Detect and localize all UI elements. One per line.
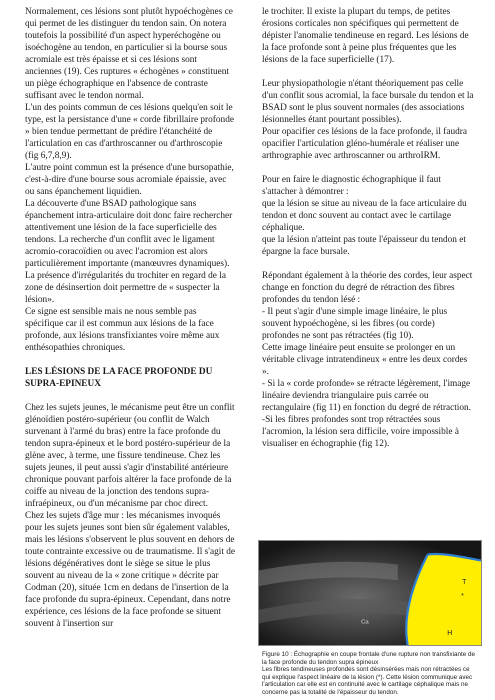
left-paragraph-1: Normalement, ces lésions sont plutôt hypoéchogènes ce qui permet de les distinguer du tendon sain. On notera toutefois la possibilité d'un aspect hyperéchogène ou isoéchogène au tendon, en particulier si la bourse sous acromiale est très épaisse et si ces lésions sont anciennes (19). Ces ruptures « échogènes » constituent un piège échographique en l'absence de contraste suffisant avec le tendon normal.: [25, 7, 233, 101]
left-paragraph-4: La découverte d'une BSAD pathologique sans épanchement intra-articulaire doit donc faire rechercher attentivement une lésion de la face superficielle des tendons. La recherche d'un conflit avec le ligament acromio-coracoïdien ou avec l'acromion est alors particulièrement importante (manœuvres dynamiques).: [25, 199, 233, 269]
left-paragraph-8: Chez les sujets d'âge mur : les mécanismes invoqués pour les sujets jeunes sont bien sûr également valables, mais les lésions s'observent le plus souvent en dehors de toute contrainte excessive ou de traumatisme. Il s'agit de lésions dégénératives dont le siège se situe le plus souvent au niveau de la « zone critique » décrite par Codman (20), située 1cm en dedans de l'insertion de la face profonde du supra-épineux. Cependant, dans notre expérience, ces lésions de la face profonde se situent souvent à l'insertion sur: [25, 511, 236, 629]
section-heading: LES LÉSIONS DE LA FACE PROFONDE DU SUPRA-EPINEUX: [25, 367, 213, 389]
spacer: [262, 162, 474, 174]
figure-caption: [262, 651, 476, 697]
left-paragraph-3: L'autre point commun est la présence d'une bursopathie, c'est-à-dire d'une bourse sous acromiale épaissie, avec ou sans épanchement liquidien.: [25, 163, 234, 197]
right-paragraph-4b: que la lésion se situe au niveau de la face articulaire du tendon et donc souvent au contact avec le cartilage céphalique.: [262, 199, 467, 233]
right-paragraph-1: le trochiter. Il existe la plupart du temps, de petites érosions corticales non spécifiques qui permettent de dépister l'anomalie tendineuse en regard. Les lésions de la face profonde sont à peine plus fréquentes que les lésions de la face superficielle (17).: [262, 7, 469, 65]
tendon-label: T: [462, 579, 467, 587]
right-column: [262, 6, 474, 450]
ultrasound-image: [259, 541, 481, 645]
right-paragraph-5d: - Si la « corde profonde» se rétracte légèrement, l'image linéaire deviendra triangulaire puis carrée ou rectangulaire (fig 11) en fonction du degré de rétraction.: [262, 379, 471, 413]
left-paragraph-2: L'un des points commun de ces lésions quelqu'en soit le type, est la persistance d'une « corde fibrillaire profonde » bien tendue permettant de prédire l'étanchéité de l'articulation en cas d'arthroscanner ou d'arthroscopie (fig 6,7,8,9).: [25, 103, 234, 161]
right-paragraph-5e: -Si les fibres profondes sont trop rétractées sous l'acromion, la lésion sera difficile, voire impossible à visualiser en échographie (fig 12).: [262, 415, 459, 449]
left-paragraph-7: Chez les sujets jeunes, le mécanisme peut être un conflit glénoïdien postéro-supérieur (ou conflit de Walch survenant à l'armé du bras) entre la face profonde du tendon supra-épineux et le bord postéro-supérieur de la glène avec, à terme, une fissure tendineuse. Chez les sujets jeunes, il peut aussi s'agir d'instabilité antérieure chronique pouvant parfois altérer la face profonde de la coiffe au niveau de la jonction des tendons supra-infraépineux, ou d'un mécanisme par choc direct.: [25, 403, 235, 509]
lesion-marker: *: [461, 592, 464, 600]
right-paragraph-4c: que la lésion n'atteint pas toute l'épaisseur du tendon et épargne la face bursale.: [262, 235, 466, 257]
humerus-label: H: [447, 630, 453, 638]
caption-text: Les fibres tendineuses profondes sont désinsérées mais non rétractées ce qui explique l'aspect linéaire de la lésion (*). Cette lésion communique avec l'articulation car elle est en continuité avec le cartilage céphalique mais ne concerne pas la totalité de l'épaisseur du tendon.: [262, 666, 473, 696]
spacer: [262, 66, 474, 78]
spacer: [25, 354, 235, 366]
right-paragraph-3: Pour opacifier ces lésions de la face profonde, il faudra opacifier l'articulation gléno-humérale et réaliser une arthrographie avec arthroscanner ou arthroIRM.: [262, 127, 467, 161]
cartilage-label: Ca: [361, 619, 369, 626]
right-paragraph-5b: - Il peut s'agir d'une simple image linéaire, le plus souvent hypoéchogène, si les fibres (ou corde) profondes ne sont pas rétractées (fig 10).: [262, 307, 448, 341]
ultrasound-figure: [258, 540, 482, 646]
right-paragraph-4a: Pour en faire le diagnostic échographique il faut s'attacher à démontrer :: [262, 175, 441, 197]
spacer: [25, 390, 235, 402]
right-paragraph-5a: Répondant également à la théorie des cordes, leur aspect change en fonction du degré de rétraction des fibres profondes du tendon lésé :: [262, 271, 473, 305]
left-paragraph-5: La présence d'irrégularités du trochiter en regard de la zone de désinsertion doit permettre de « suspecter la lésion».: [25, 271, 226, 305]
right-paragraph-5c: Cette image linéaire peut ensuite se prolonger en un véritable clivage intratendineux « entre les deux cordes ».: [262, 343, 468, 377]
caption-title: Figure 10 : Échographie en coupe frontale d'une rupture non transfixiante de la face profonde du tendon supra épineux: [262, 651, 475, 666]
left-column: [25, 6, 235, 630]
left-paragraph-6: Ce signe est sensible mais ne nous semble pas spécifique car il est commun aux lésions de la face profonde, aux lésions transfixiantes voire même aux enthésopathies chroniques.: [25, 307, 220, 353]
spacer: [262, 258, 474, 270]
right-paragraph-2: Leur physiopathologie n'étant théoriquement pas celle d'un conflit sous acromial, la face bursale du tendon et la BSAD sont le plus souvent normales (des associations lésionnelles étant pourtant possibles).: [262, 79, 474, 125]
